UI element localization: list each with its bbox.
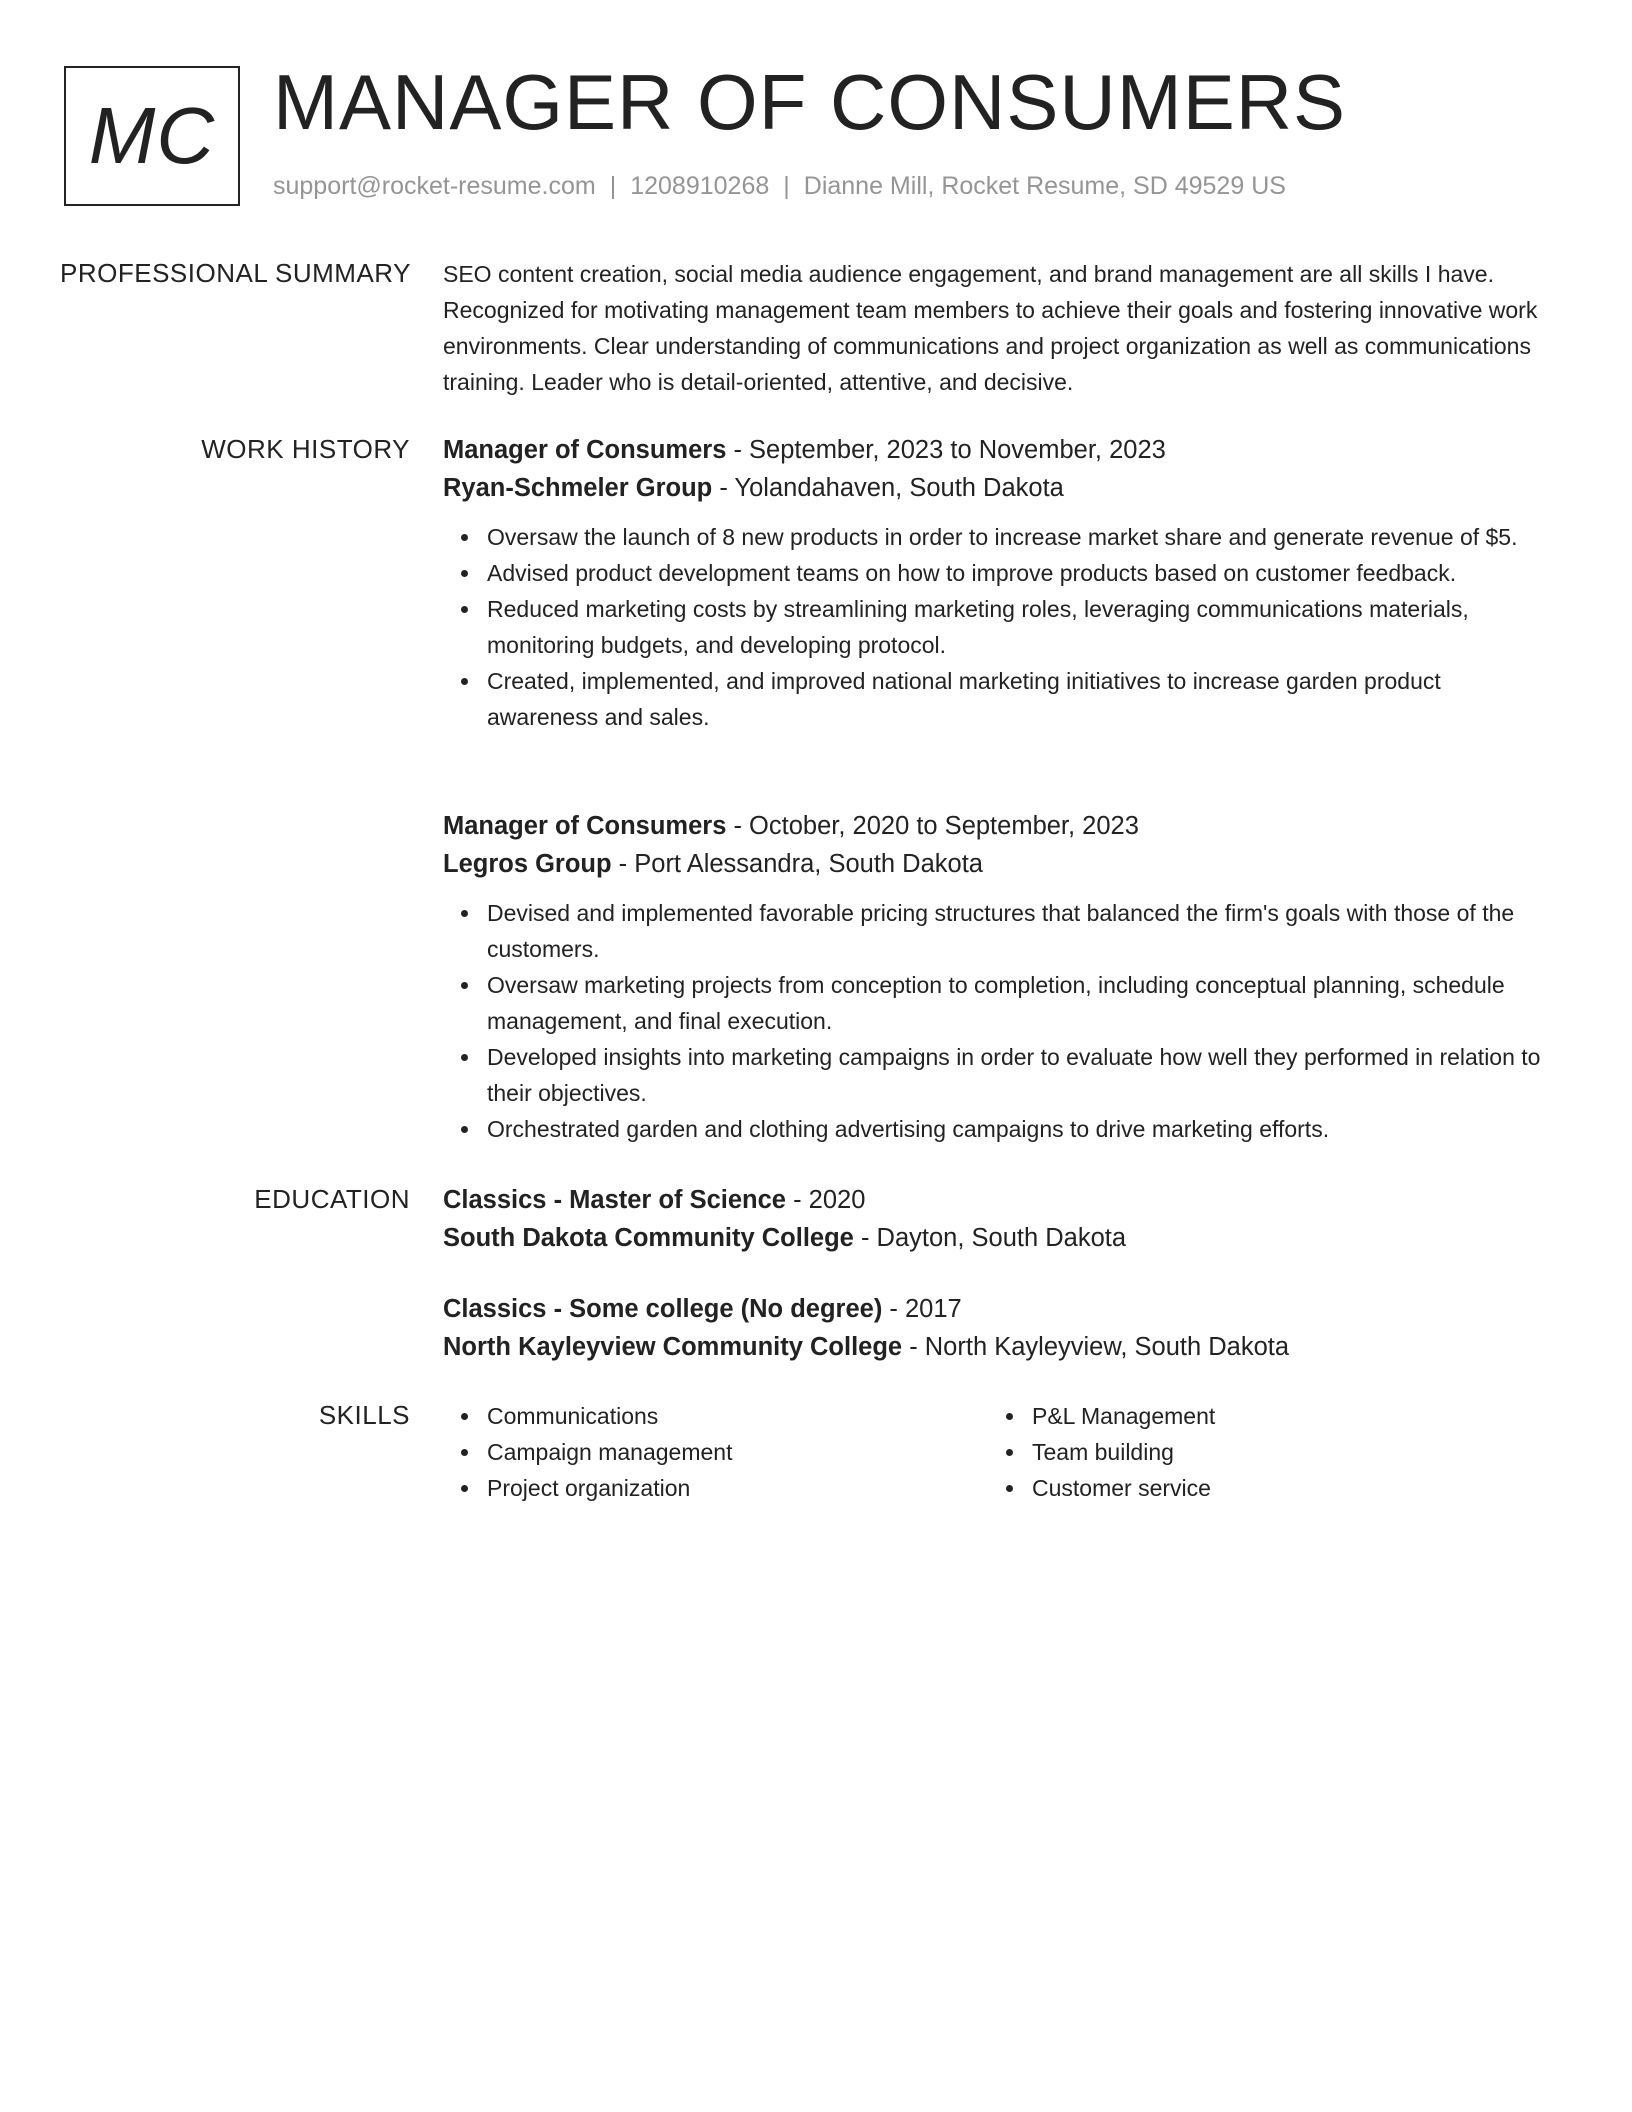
job-title-line	[443, 431, 1543, 469]
job-entry	[443, 807, 1543, 1147]
skills-column-left	[443, 1398, 988, 1506]
education-year: - 2017	[882, 1295, 962, 1323]
job-bullets	[443, 519, 1543, 735]
job-bullet: Advised product development teams on how to improve products based on customer feedback.	[487, 555, 1543, 591]
education-degree: Classics - Some college (No degree)	[443, 1295, 883, 1323]
job-bullet: Devised and implemented favorable pricing structures that balanced the firm's goals with those of the customers.	[487, 895, 1543, 967]
education-school: North Kayleyview Community College	[443, 1333, 903, 1361]
job-title-line	[443, 807, 1543, 845]
job-bullet: Created, implemented, and improved national marketing initiatives to increase garden product awareness and sales.	[487, 663, 1543, 735]
education-school: South Dakota Community College	[443, 1224, 854, 1252]
summary-text: SEO content creation, social media audience engagement, and brand management are all skills I have. Recognized for motivating management team members to achieve their goals and fostering innovative work environments. Clear understanding of communications and project organization as well as communications training. Leader who is detail-oriented, attentive, and decisive.	[443, 261, 1538, 395]
education-entry	[443, 1181, 1543, 1257]
job-bullet: Oversaw the launch of 8 new products in order to increase market share and generate revenue of $5.	[487, 519, 1543, 555]
education-year: - 2020	[786, 1186, 866, 1214]
job-bullet: Reduced marketing costs by streamlining marketing roles, leveraging communications materials, monitoring budgets, and developing protocol.	[487, 591, 1543, 663]
skill-item: Communications	[487, 1398, 988, 1434]
job-bullet: Orchestrated garden and clothing advertising campaigns to drive marketing efforts.	[487, 1111, 1543, 1147]
skills-section	[443, 1398, 1543, 1506]
job-location: - Port Alessandra, South Dakota	[611, 850, 983, 878]
job-title: Manager of Consumers	[443, 812, 727, 840]
education-location: - Dayton, South Dakota	[853, 1224, 1127, 1252]
job-title: Manager of Consumers	[443, 436, 727, 464]
job-location: - Yolandahaven, South Dakota	[712, 474, 1064, 502]
section-label-summary: PROFESSIONAL SUMMARY	[60, 258, 411, 288]
skill-item: Project organization	[487, 1470, 988, 1506]
education-entry	[443, 1290, 1543, 1366]
education-degree-line	[443, 1290, 1543, 1328]
education-location: - North Kayleyview, South Dakota	[902, 1333, 1290, 1361]
job-bullet: Oversaw marketing projects from conception to completion, including conceptual planning, schedule management, and final execution.	[487, 967, 1543, 1039]
job-bullet: Developed insights into marketing campaigns in order to evaluate how well they performed in relation to their objectives.	[487, 1039, 1543, 1111]
contact-line	[273, 172, 1286, 201]
summary-section	[443, 256, 1543, 400]
skills-column-right	[988, 1398, 1533, 1506]
contact-address: Dianne Mill, Rocket Resume, SD 49529 US	[803, 172, 1286, 200]
contact-separator: |	[609, 172, 617, 200]
job-company-line	[443, 845, 1543, 883]
education-degree-line	[443, 1181, 1543, 1219]
resume-name: MANAGER OF CONSUMERS	[273, 58, 1347, 146]
skills-list	[988, 1398, 1533, 1506]
section-label-work-history: WORK HISTORY	[201, 434, 410, 464]
contact-separator: |	[783, 172, 790, 200]
skills-list	[443, 1398, 988, 1506]
section-label-skills: SKILLS	[318, 1400, 410, 1430]
skill-item: Campaign management	[487, 1434, 988, 1470]
skill-item: Team building	[1032, 1434, 1533, 1470]
contact-email: support@rocket-resume.com	[273, 172, 596, 200]
job-dates: - September, 2023 to November, 2023	[726, 436, 1166, 464]
job-company-line	[443, 469, 1543, 507]
job-company: Ryan-Schmeler Group	[443, 474, 713, 502]
education-school-line	[443, 1328, 1543, 1366]
skill-item: P&L Management	[1032, 1398, 1533, 1434]
skill-item: Customer service	[1032, 1470, 1533, 1506]
contact-phone: 1208910268	[630, 172, 770, 200]
job-entry	[443, 431, 1543, 735]
section-label-education: EDUCATION	[254, 1184, 410, 1214]
monogram: MC	[64, 66, 240, 206]
job-dates: - October, 2020 to September, 2023	[726, 812, 1139, 840]
job-company: Legros Group	[443, 850, 612, 878]
education-degree: Classics - Master of Science	[443, 1186, 786, 1214]
job-bullets	[443, 895, 1543, 1147]
education-school-line	[443, 1219, 1543, 1257]
